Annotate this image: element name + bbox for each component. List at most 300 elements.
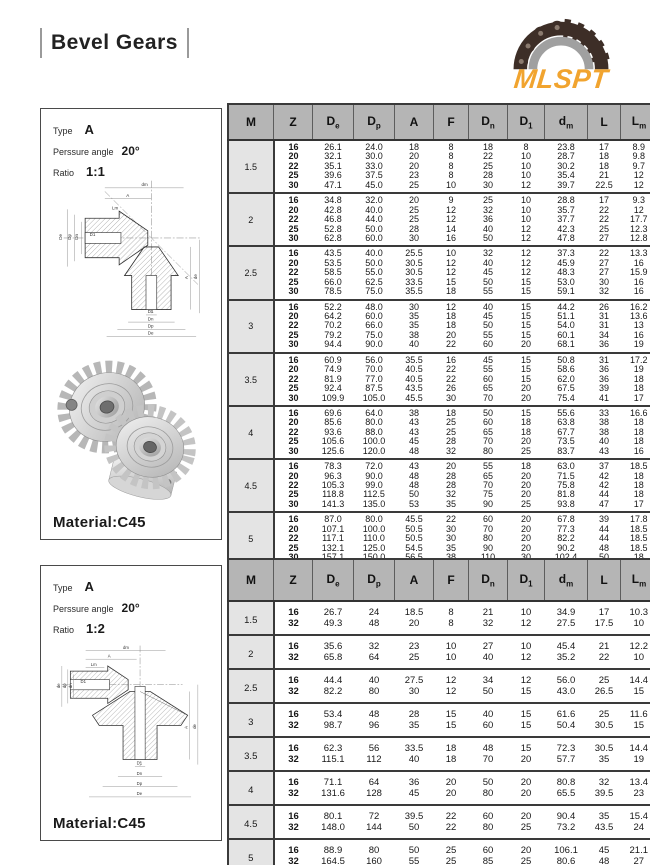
value-cell: 80 [482, 821, 494, 833]
value-cell: 20 [520, 523, 531, 534]
value-cell: 17 [598, 606, 610, 618]
value-cell: 80 [482, 533, 493, 544]
value-cell: 90 [482, 542, 493, 553]
column-header-z: Z [274, 104, 313, 140]
value-cell: 48 [368, 617, 380, 629]
value-cell: 35 [408, 320, 419, 331]
section-ratio-1-1 [40, 103, 650, 567]
value-cell: 105.6 [321, 436, 345, 447]
table-row [228, 340, 650, 352]
teeth-cell: 32 [288, 617, 299, 629]
module-group [228, 669, 650, 703]
value-cell: 12 [520, 232, 531, 243]
value-cell: 42 [598, 470, 609, 481]
value-cell: 18 [408, 142, 419, 152]
value-cell: 39.6 [324, 170, 342, 181]
brand-logo [498, 14, 624, 95]
module-cell: 1.5 [228, 140, 274, 193]
value-cell: 18 [633, 436, 644, 447]
type-label: Type [53, 583, 73, 593]
value-cell: 33.0 [365, 160, 383, 171]
value-cell: 27 [598, 232, 609, 243]
value-cell: 93.8 [557, 498, 575, 509]
value-cell: 148.0 [321, 821, 345, 833]
teeth-cell: 16 [288, 514, 299, 525]
ratio-value: 1:2 [86, 621, 105, 636]
value-cell: 17 [598, 142, 609, 152]
value-cell: 90.4 [556, 810, 576, 822]
value-cell: 34 [482, 674, 494, 686]
value-cell: 94.4 [324, 339, 342, 350]
value-cell: 25 [598, 223, 609, 234]
value-cell: 12 [633, 204, 644, 215]
value-cell: 80 [368, 844, 380, 856]
value-cell: 28.8 [557, 195, 575, 206]
value-cell: 39 [598, 383, 609, 394]
page-header [40, 28, 189, 58]
column-header-a: A [395, 104, 434, 140]
header-row [228, 559, 650, 601]
value-cell: 35 [408, 311, 419, 321]
value-cell: 10 [520, 151, 531, 162]
value-cell: 39.5 [404, 810, 424, 822]
value-cell: 118.8 [322, 489, 344, 500]
value-cell: 48 [408, 470, 419, 481]
table-row [228, 618, 650, 635]
value-cell: 43.5 [594, 821, 614, 833]
table-row [228, 246, 650, 258]
table-row [228, 635, 650, 652]
value-cell: 25 [520, 445, 531, 456]
type-value: A [84, 122, 94, 137]
value-cell: 44 [598, 523, 609, 534]
value-cell: 55 [408, 855, 420, 865]
value-cell: 66.0 [324, 276, 342, 287]
value-cell: 39 [598, 514, 609, 525]
value-cell: 23 [408, 640, 420, 652]
value-cell: 37.7 [557, 214, 575, 225]
value-cell: 25 [520, 855, 532, 865]
value-cell: 28 [445, 480, 456, 490]
value-cell: 43 [408, 461, 419, 472]
value-cell: 22 [598, 651, 610, 663]
value-cell: 22 [598, 248, 609, 259]
value-cell: 12 [445, 674, 457, 686]
value-cell: 32 [368, 640, 380, 652]
value-cell: 105.3 [321, 480, 345, 490]
value-cell: 10 [520, 170, 531, 181]
value-cell: 18 [598, 151, 609, 162]
table-row [228, 500, 650, 512]
value-cell: 61.6 [556, 708, 576, 720]
value-cell: 60.1 [557, 329, 575, 340]
value-cell: 18 [445, 753, 457, 765]
teeth-cell: 25 [288, 329, 299, 340]
value-cell: 15 [445, 708, 457, 720]
module-cell: 5 [228, 512, 274, 565]
value-cell: 38 [598, 417, 609, 428]
title-right-bar [187, 28, 189, 58]
teeth-cell: 16 [288, 810, 299, 822]
table-wrapper-1-2 [227, 558, 650, 865]
value-cell: 12 [445, 301, 456, 312]
value-cell: 15 [445, 719, 457, 731]
column-header-dn: $D_n$ [469, 559, 508, 601]
value-cell: 20 [445, 776, 457, 788]
teeth-cell: 20 [288, 470, 299, 481]
module-cell: 2 [228, 635, 274, 669]
value-cell: 24.0 [365, 142, 383, 152]
module-cell: 4 [228, 406, 274, 459]
value-cell: 18 [520, 461, 531, 472]
value-cell: 18 [520, 417, 531, 428]
value-cell: 36 [598, 364, 609, 375]
value-cell: 35.2 [556, 651, 576, 663]
table-row [228, 686, 650, 703]
svg-text:Lm: Lm [90, 662, 97, 667]
value-cell: 8 [448, 151, 454, 162]
teeth-cell: 25 [288, 383, 299, 394]
value-cell: 90.2 [557, 542, 575, 553]
value-cell: 33.5 [404, 742, 424, 754]
value-cell: 65 [482, 470, 493, 481]
value-cell: 75 [482, 489, 493, 500]
value-cell: 15 [520, 685, 532, 697]
svg-text:D1: D1 [147, 309, 154, 315]
value-cell: 48 [368, 708, 380, 720]
value-cell: 160 [366, 855, 382, 865]
value-cell: 15.4 [629, 810, 648, 822]
value-cell: 37 [598, 461, 609, 472]
value-cell: 26 [445, 383, 456, 394]
column-header-z: Z [274, 559, 313, 601]
column-header-f: F [434, 559, 469, 601]
value-cell: 21 [598, 640, 610, 652]
value-cell: 48 [598, 542, 609, 553]
value-cell: 14 [445, 223, 456, 234]
angle-value: 20° [121, 601, 140, 615]
value-cell: 51.1 [557, 311, 575, 321]
teeth-cell: 22 [288, 373, 299, 384]
value-cell: 18.5 [629, 542, 648, 553]
value-cell: 17 [633, 498, 644, 509]
module-cell: 2.5 [228, 246, 274, 299]
value-cell: 70 [482, 392, 493, 403]
value-cell: 24 [368, 606, 380, 618]
value-cell: 81.8 [557, 489, 575, 500]
value-cell: 35 [408, 719, 420, 731]
value-cell: 17 [598, 195, 609, 206]
value-cell: 64 [368, 651, 380, 663]
value-cell: 43 [408, 417, 419, 428]
value-cell: 55 [482, 286, 493, 297]
value-cell: 20 [445, 329, 456, 340]
value-cell: 85 [482, 855, 494, 865]
value-cell: 9 [448, 195, 454, 206]
angle-label: Perssure angle [53, 147, 114, 157]
value-cell: 22 [598, 204, 609, 215]
value-cell: 18 [445, 407, 456, 418]
value-cell: 43.5 [324, 248, 342, 259]
teeth-cell: 30 [288, 445, 299, 456]
value-cell: 30 [408, 301, 419, 312]
value-cell: 10 [520, 214, 531, 225]
svg-text:D1: D1 [136, 760, 143, 766]
value-cell: 25 [445, 417, 456, 428]
value-cell: 50 [482, 320, 493, 331]
value-cell: 30 [408, 232, 419, 243]
value-cell: 22 [445, 514, 456, 525]
value-cell: 30.5 [594, 742, 614, 754]
value-cell: 17.8 [629, 514, 648, 525]
value-cell: 27.5 [556, 617, 576, 629]
value-cell: 25 [408, 651, 420, 663]
value-cell: 11.6 [629, 708, 648, 720]
value-cell: 15 [445, 276, 456, 287]
header-row [228, 104, 650, 140]
value-cell: 82.2 [323, 685, 343, 697]
value-cell: 44.0 [365, 214, 383, 225]
value-cell: 37.3 [557, 248, 575, 259]
value-cell: 14.4 [629, 742, 648, 754]
value-cell: 20 [520, 787, 532, 799]
value-cell: 58.6 [557, 364, 575, 375]
value-cell: 34.9 [556, 606, 576, 618]
value-cell: 10 [520, 160, 531, 171]
value-cell: 32 [482, 617, 494, 629]
value-cell: 90 [482, 498, 493, 509]
teeth-cell: 20 [288, 364, 299, 375]
value-cell: 50.4 [556, 719, 576, 731]
value-cell: 15 [633, 719, 645, 731]
svg-text:dn: dn [68, 683, 74, 689]
value-cell: 21 [482, 606, 494, 618]
teeth-cell: 32 [288, 821, 299, 833]
value-cell: 117.1 [322, 533, 344, 544]
value-cell: 98.7 [323, 719, 343, 731]
value-cell: 40 [482, 223, 493, 234]
teeth-cell: 16 [288, 674, 299, 686]
value-cell: 20 [408, 160, 419, 171]
value-cell: 72 [368, 810, 380, 822]
value-cell: 67.7 [557, 426, 575, 437]
value-cell: 48 [482, 742, 494, 754]
value-cell: 41 [598, 392, 609, 403]
value-cell: 30 [445, 533, 456, 544]
value-cell: 20 [520, 776, 532, 788]
value-cell: 112.5 [363, 489, 385, 500]
value-cell: 18 [633, 470, 644, 481]
value-cell: 30.0 [365, 151, 383, 162]
table-row [228, 703, 650, 720]
value-cell: 135.0 [362, 498, 386, 509]
value-cell: 106.1 [554, 844, 578, 856]
value-cell: 30.5 [405, 267, 423, 278]
teeth-cell: 22 [288, 426, 299, 437]
value-cell: 18 [482, 142, 493, 152]
value-cell: 164.5 [321, 855, 345, 865]
value-cell: 40 [482, 651, 494, 663]
value-cell: 15 [520, 364, 531, 375]
value-cell: 50 [482, 776, 494, 788]
value-cell: 60 [482, 810, 494, 822]
value-cell: 15 [520, 276, 531, 287]
teeth-cell: 16 [288, 407, 299, 418]
value-cell: 65.8 [323, 651, 343, 663]
svg-text:Dp: Dp [136, 781, 143, 786]
value-cell: 78.5 [324, 286, 342, 297]
module-cell: 2 [228, 193, 274, 246]
value-cell: 12.2 [629, 640, 648, 652]
value-cell: 80.8 [556, 776, 576, 788]
table-row [228, 193, 650, 205]
value-cell: 50 [408, 821, 420, 833]
page-title: Bevel Gears [51, 31, 178, 54]
value-cell: 16.2 [629, 301, 648, 312]
value-cell: 50 [482, 276, 493, 287]
value-cell: 45 [408, 787, 420, 799]
teeth-cell: 16 [288, 301, 299, 312]
value-cell: 60 [482, 417, 493, 428]
value-cell: 81.9 [324, 373, 342, 384]
value-cell: 65 [482, 426, 493, 437]
teeth-cell: 16 [288, 142, 299, 152]
teeth-cell: 16 [288, 248, 299, 259]
value-cell: 27 [598, 267, 609, 278]
value-cell: 12 [520, 223, 531, 234]
value-cell: 8 [448, 160, 454, 171]
value-cell: 100.0 [362, 436, 386, 447]
column-header-dn: $D_n$ [469, 104, 508, 140]
value-cell: 40 [408, 753, 420, 765]
column-header-lm: $L_m$ [621, 104, 650, 140]
value-cell: 47.8 [557, 232, 575, 243]
value-cell: 21.1 [629, 844, 648, 856]
value-cell: 10 [445, 640, 457, 652]
value-cell: 125.0 [362, 542, 386, 553]
value-cell: 19 [633, 753, 645, 765]
value-cell: 24 [633, 821, 645, 833]
value-cell: 30 [445, 523, 456, 534]
value-cell: 15 [520, 719, 532, 731]
value-cell: 26.5 [594, 685, 614, 697]
table-row [228, 822, 650, 839]
value-cell: 10.3 [629, 606, 648, 618]
value-cell: 27 [482, 640, 494, 652]
value-cell: 56.0 [556, 674, 576, 686]
value-cell: 20 [520, 810, 532, 822]
value-cell: 25 [408, 214, 419, 225]
value-cell: 13 [633, 320, 644, 331]
value-cell: 71.5 [557, 470, 575, 481]
value-cell: 40.5 [405, 364, 423, 375]
teeth-cell: 32 [288, 787, 299, 799]
column-header-d1: $D_1$ [508, 104, 545, 140]
value-cell: 53 [408, 498, 419, 509]
value-cell: 70 [482, 436, 493, 447]
value-cell: 82.2 [557, 533, 575, 544]
value-cell: 40.5 [405, 373, 423, 384]
value-cell: 70 [482, 753, 494, 765]
value-cell: 50.8 [557, 354, 575, 365]
value-cell: 35 [598, 810, 610, 822]
value-cell: 71.1 [323, 776, 343, 788]
value-cell: 56 [368, 742, 380, 754]
value-cell: 9.3 [632, 195, 645, 206]
value-cell: 10 [520, 640, 532, 652]
type-value: A [84, 579, 94, 594]
value-cell: 28 [408, 223, 419, 234]
value-cell: 63.0 [557, 461, 575, 472]
teeth-cell: 22 [288, 267, 299, 278]
svg-text:A: A [184, 276, 190, 280]
svg-text:Dp: Dp [66, 234, 72, 240]
value-cell: 40.0 [365, 204, 383, 215]
value-cell: 15 [520, 354, 531, 365]
module-cell: 5 [228, 839, 274, 865]
value-cell: 13.6 [629, 311, 648, 321]
value-cell: 109.9 [321, 392, 345, 403]
value-cell: 44 [598, 489, 609, 500]
value-cell: 30.2 [557, 160, 575, 171]
column-header-m: M [228, 559, 274, 601]
value-cell: 20 [520, 533, 531, 544]
value-cell: 87.5 [365, 383, 383, 394]
value-cell: 43.5 [405, 383, 423, 394]
svg-text:dp: dp [62, 683, 68, 689]
value-cell: 10 [445, 179, 456, 190]
module-cell: 3 [228, 300, 274, 353]
value-cell: 22 [445, 364, 456, 375]
teeth-cell: 25 [288, 489, 299, 500]
value-cell: 40 [368, 674, 380, 686]
teeth-cell: 20 [288, 204, 299, 215]
value-cell: 31 [598, 354, 609, 365]
value-cell: 28 [482, 170, 493, 181]
value-cell: 25 [598, 708, 610, 720]
value-cell: 100.0 [362, 523, 386, 534]
value-cell: 65 [482, 383, 493, 394]
value-cell: 40 [482, 301, 493, 312]
teeth-cell: 16 [288, 844, 299, 856]
value-cell: 19 [633, 364, 644, 375]
value-cell: 20 [520, 392, 531, 403]
value-cell: 16 [633, 445, 644, 456]
column-header-d1: $D_1$ [508, 559, 545, 601]
table-row [228, 601, 650, 618]
value-cell: 26 [598, 301, 609, 312]
value-cell: 44 [598, 533, 609, 544]
value-cell: 40 [598, 436, 609, 447]
gear-photo-image [49, 347, 211, 505]
value-cell: 48.3 [557, 267, 575, 278]
value-cell: 10 [520, 606, 532, 618]
value-cell: 37.5 [365, 170, 383, 181]
value-cell: 77.3 [557, 523, 575, 534]
value-cell: 31 [598, 320, 609, 331]
value-cell: 20 [520, 514, 531, 525]
value-cell: 32 [598, 776, 610, 788]
svg-text:dm: dm [123, 645, 129, 650]
teeth-cell: 20 [288, 523, 299, 534]
value-cell: 15 [520, 373, 531, 384]
teeth-cell: 30 [288, 232, 299, 243]
value-cell: 14.4 [629, 674, 648, 686]
teeth-cell: 22 [288, 160, 299, 171]
value-cell: 16 [445, 354, 456, 365]
teeth-cell: 25 [288, 223, 299, 234]
value-cell: 85.6 [324, 417, 342, 428]
